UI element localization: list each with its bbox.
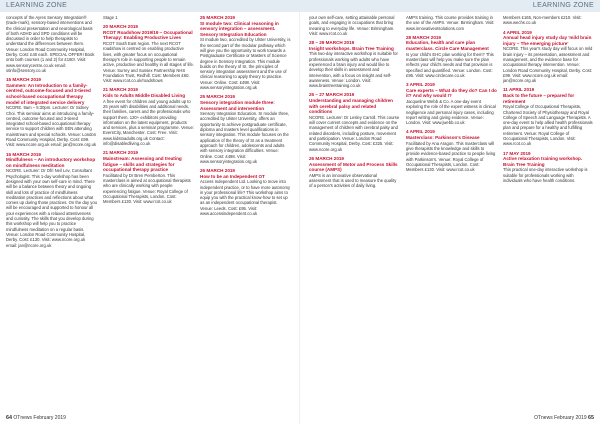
event-title: Masterclass: Parkinson's Disease (406, 135, 480, 141)
event-date: 11 APRIL 2019 (503, 87, 535, 93)
event-title: Mainstream: Assessing and treating fatigue – skills and strategies for occupational therapy practice (103, 155, 182, 173)
event-date: 4 APRIL 2019 (503, 29, 532, 35)
event-body: This practical one-day interactive workshop is suitable for professionals working with individuals who have health conditions. (503, 167, 588, 183)
event-date: 4 APRIL 2019 (406, 129, 435, 135)
event-entry (503, 15, 594, 26)
header-right-band (300, 0, 600, 12)
event-title: Assessment of Motor and Process Skills course (AMPS) (309, 161, 398, 173)
event-date: 3 APRIL 2019 (406, 82, 435, 88)
event-body: SI module two, accredited by Ulster University, is the second part of the modular pathway which will give you the opportunity to work towards a Postgraduate Certificate or Masters of Science degree in Sensory Integration. This module builds on the theory of SI, the principles of sensory integration assessment and the use of clinical reasoning to apply theory to practice. Venue: Online. Cost: £498. Visit: www.sensoryintegration.org.uk (200, 37, 291, 91)
event-title: Insight workshops. Brain Tree Training (309, 45, 394, 51)
event-entry (309, 92, 400, 151)
event-title: Education, health and care plan masterclass. Circle Care Management (406, 40, 489, 52)
event-entry (406, 82, 497, 125)
event-title: Understanding and managing children with cerebral palsy and related conditions (309, 98, 393, 115)
event-body: AMPS training. This course provides training in the use of the AMPS. Venue: Birmingham. Visit: www.innovativeotsolutions.com (406, 15, 495, 31)
event-date: 21 MARCH 2019 (103, 87, 138, 93)
event-title: Mindfulness – An introductory workshop on mindfulness meditation (6, 157, 96, 168)
listing-column (6, 15, 97, 411)
page-gutter (297, 15, 303, 411)
event-entry (309, 156, 400, 189)
event-title: RCOT Roadshow 2019/19 – Occupational Therapy: Enabling Productive Lives (103, 29, 193, 41)
event-body: Facilitated by Ana Aragon. This masterclass will give therapists the knowledge and skills to provide evidence-based practice to people living with Parkinson's. Venue: Royal College of Occupational Therapists, London. Cost: Members £130. Visit: www.rcot.co.uk (406, 140, 496, 173)
listing-column (200, 15, 291, 411)
event-date: 25 MARCH 2019 (200, 15, 235, 20)
event-entry (406, 15, 497, 31)
event-date: 15 MARCH 2019 (6, 151, 41, 157)
event-date: 17 MAY 2019 (503, 150, 531, 156)
event-entry (200, 15, 291, 90)
event-entry (309, 40, 400, 88)
event-title: Sammen: An Introduction to a family-centred, outcome-focused and 3-tiered school-based occupational therapy model of integrated service delivery (6, 82, 91, 105)
event-date: 15 MARCH 2019 (6, 77, 41, 83)
event-body: A free event for children and young adults up to 25 years with disabilities and additional needs, their families, carers and the professionals who support them. 120+ exhibitors providing information on the latest equipment, products and services, plus a seminar programme. Venue: EventCity, Manchester. Cost: Free. Visit: www.kidstoadults.org.uk Contact: info@disabledliving.co.uk (103, 98, 194, 147)
listing-column (503, 15, 594, 411)
header-left-band (0, 0, 300, 12)
event-body: This two-day interactive workshop is suitable for professionals working with adults who have experienced a brain injury and would like to develop their skills in assessment and intervention, with a focus on insight and self-awareness. Venue: London. Visit: www.braintreetraining.co.uk (309, 51, 398, 89)
event-entry (200, 168, 291, 216)
event-body: Access Independent Ltd. Looking to move into independent practice, or to have more autonomy in your professional life? This workshop aims to equip you with the practical know-how to set up as an independent occupational therapist. Venue: Leeds. Cost: £95. Visit: www.accessindependent.co.uk (200, 179, 291, 217)
event-date: 28 MARCH 2019 (406, 34, 441, 40)
event-body: your own self-care, setting attainable personal goals, and engaging in occupations that bring meaning to everyday life. Venue: Birmingham. Visit: www.rcot.co.uk (309, 15, 395, 36)
footer-right (534, 415, 594, 421)
event-entry (503, 87, 594, 146)
event-entry (406, 129, 497, 172)
event-body: RCOT South East region. The next RCOT roadshow is centred on enabling productive lives, with greater focus on occupational therapy's role in supporting people to remain active, productive and healthy in all stages of life. Venue: Surrey and Sussex Partnership NHS Foundation Trust, Redhill. Cost: Members £60. Visit: www.rcot.co.uk/roadshows (103, 41, 194, 84)
event-body: Stage 1 (103, 15, 118, 20)
event-body: concepts of the Ayres Sensory Integration® (trade-mark), sensory-based interventions and the clinical presentation and neurological basis of both ADHD and SPD conditions will be discussed in order to help therapists to understand the differences between them. Venue: London Road Community Hospital, Derby. Cost: £40 each. SPECIAL OFFER! Book onto both courses (1 and 2) for £180!. Visit: www.sensorycentre.co.uk email: otinfo@sensory.co.uk (6, 15, 95, 73)
event-entry (406, 35, 497, 78)
footer-left-text: OTnews February 2019 (13, 415, 66, 421)
listing-column (309, 15, 400, 411)
event-date: 25 – 27 MARCH 2019 (309, 92, 355, 98)
listing-column (406, 15, 497, 411)
event-title: How to be an Independent OT (200, 173, 265, 179)
event-title: Care experts – What do they do? Can I do it? And why would I? (406, 87, 497, 99)
event-body: NCORE. 9am – 5:30pm. Lecturer: Dr Sidney Choi. This seminar aims at introducing a family-centred, outcome-focused and 3-tiered integrated school-based occupational therapy service to support children with SEN attending mainstream and special schools. Venue: London Road Community Hospital, Derby. Cost: £99. Visit: www.ncore.org.uk email: jan@ncore.org.uk (6, 105, 97, 148)
event-entry (503, 151, 594, 184)
page-number-left: 64 (6, 415, 12, 421)
event-entry (6, 77, 97, 147)
event-title: Kids to Adults Middle Disabled Living (103, 93, 186, 99)
event-date: 26 MARCH 2019 (200, 168, 235, 174)
event-title: Back to the future – prepared for retirement (503, 93, 575, 104)
event-date: 21 MARCH 2019 (103, 150, 138, 156)
footer-left (6, 415, 66, 421)
event-entry (200, 94, 291, 164)
footer-right-text: OTnews February 2019 (534, 415, 587, 421)
event-body: Members £165, Non-members £210. Visit: www.wechs.co.uk (503, 15, 582, 26)
event-title: Annual head injury study day 'mild brain injury – The emerging picture' (503, 35, 592, 46)
event-date: 25 MARCH 2019 (200, 94, 235, 100)
event-entry (6, 15, 97, 73)
listing-columns (6, 15, 594, 411)
header-right-title: LEARNING ZONE (532, 2, 594, 9)
event-title: Sensory integration module three: Assessment and intervention (200, 99, 275, 111)
event-entry (309, 15, 400, 36)
event-body: Is your child's EHC plan working for them? This masterclass will help you make sure the plan reflects your child's needs and that provision is specified and quantified. Venue: London. Cost: £95. Visit: www.circlecare.co.uk (406, 51, 494, 78)
event-entry (103, 150, 194, 204)
event-entry (103, 15, 194, 20)
page-number-right: 65 (588, 415, 594, 421)
event-title: Active relaxation training workshop. Brain Tree Training (503, 156, 583, 167)
event-body: Sensory Integration Education. SI module three, accredited by Ulster University, offers an opportunity to achieve postgraduate certificate, diploma and masters level qualifications in sensory integration. This module focuses on the application of the theory of SI as a treatment approach for children, adolescents and adults with sensory integration difficulties. Venue: Online. Cost: £498. Visit: www.sensoryintegration.org.uk (200, 111, 290, 164)
event-body: Jacqueline Webb & Co. A one-day event exploring the role of the expert witness in clinical negligence and personal injury cases, including report writing and giving evidence. Venue: London. Visit: www.jwebb.co.uk (406, 98, 496, 126)
event-date: 20 MARCH 2019 (103, 24, 138, 30)
event-body: NCORE. Lecturer: Dr Lesley Carroll. This course will cover current concepts and evidence on the management of children with cerebral palsy and related disorders, including posture, movement and participation. Venue: London Road Community Hospital, Derby. Cost: £325. Visit: www.ncore.org.uk (309, 114, 400, 152)
listing-column (103, 15, 194, 411)
event-entry (103, 24, 194, 83)
event-entry (103, 87, 194, 146)
event-body: NCORE. Lecturer: Dr Ofri Neil Lev, Consultant Psychologist. This 1-day workshop has been designed with your own self-care in mind. There will be a balance between theory and ongoing skill and lots of practice of mindfulness meditation practices and reflections about what comes up during those practices. On the day you will be encouraged and supported to honour all your experiences with a relaxed attentiveness and curiosity. The skills that you develop during this workshop will help you to practice mindfulness meditation on a regular basis. Venue: London Road Community Hospital, Derby. Cost: £130. Visit: www.ncore.org.uk email: jan@ncore.org.uk (6, 168, 97, 248)
header-left-title: LEARNING ZONE (6, 2, 68, 9)
event-body: Facilitated by Dr Bren Pemberton. This masterclass is aimed at occupational therapists who are clinically working with people experiencing fatigue. Venue: Royal College of Occupational Therapists, London. Cost: Members £130. Visit: www.rcot.co.uk (103, 172, 191, 205)
event-date: 28 – 29 MARCH 2019 (309, 40, 355, 46)
event-body: NCORE. This year's study day will focus on mild brain injury – its presentation, assessment and management, and the evidence base for occupational therapy intervention. Venue: London Road Community Hospital, Derby. Cost: £99. Visit: www.ncore.org.uk email: jan@ncore.org.uk (503, 46, 593, 84)
event-entry (503, 30, 594, 84)
event-entry (6, 152, 97, 248)
event-body: AMPS is an innovative observational assessment that is used to measure the quality of a person's activities of daily living. (309, 172, 397, 189)
event-date: 26 MARCH 2019 (309, 155, 344, 161)
event-title: SI module two: Clinical reasoning in sensory integration – assessment. Sensory Integration Education (200, 20, 279, 37)
event-body: Royal College of Occupational Therapists, Chartered Society of Physiotherapy and Royal College of Speech and Language Therapists. A one-day event to help allied health professionals plan and prepare for a healthy and fulfilling retirement. Venue: Royal College of Occupational Therapists, London. Visit: www.rcot.co.uk (503, 104, 593, 147)
